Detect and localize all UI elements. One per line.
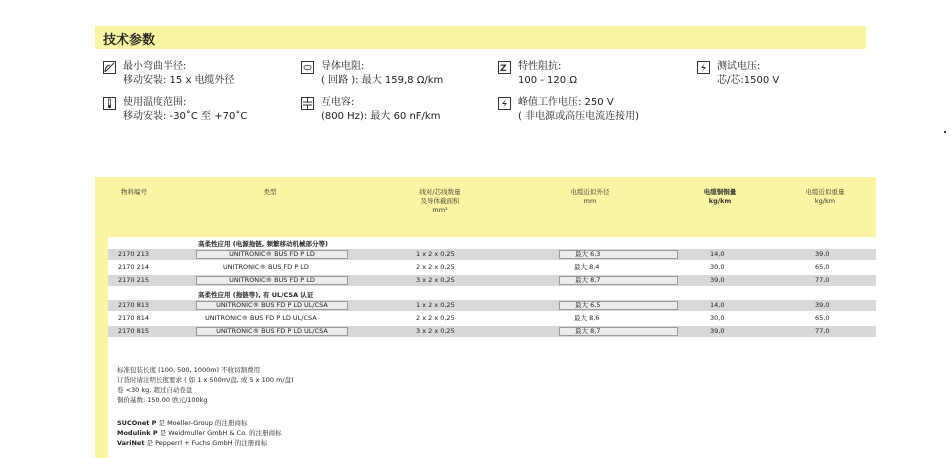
header-weight: 电缆近似重量 kg/km [805,188,845,205]
trademark-line: Modulink P 是 Weidmuller GmbH & Co. 的注册商标 [117,429,282,437]
note-order: 订货时请注明长度要求 ( 如 1 x 500m/盘, 或 5 x 100 m/盘) [117,376,294,384]
section-title: 技术参数 [103,33,156,48]
table-row: 2170 213 UNITRONIC® BUS FD P LD 1 x 2 x 0,25 最大 6,3 14,0 39,0 [108,249,876,260]
section-header [95,26,866,49]
table-header [95,177,876,237]
test-voltage-icon [697,61,710,74]
trademark-line: SUCOnet P 是 Moeller-Group 的注册商标 [117,419,248,427]
resistance-icon [301,61,314,74]
table-row: 2170 214 UNITRONIC® BUS FD P LD 2 x 2 x 0,25 最大 8,4 30,0 65,0 [118,263,830,271]
header-part-no: 物料编号 [121,188,147,196]
header-copper: 电缆铜铜量 kg/km [703,188,737,205]
note-reel: 卷 <30 kg, 超过自动卷盘 [117,386,193,394]
bend-radius-icon [103,61,116,74]
left-strip [95,237,108,458]
header-od: 电缆近似外径 mm [570,188,610,205]
note-copper-base: 铜价基数: 150.00 欧元/100kg [117,396,208,404]
peak-voltage-icon [498,97,511,110]
table-row: 2170 815 UNITRONIC® BUS FD P LD UL/CSA 3 x 2 x 0,25 最大 8,7 39,0 77,0 [108,326,876,337]
temperature-icon [103,97,116,110]
note-packaging: 标准包装长度 (100, 500, 1000m) 不收切割费用 [117,366,261,374]
group-title: 高柔性应用 (拖链等), 有 UL/CSA 认证 [198,291,314,299]
header-type: 类型 [263,188,277,196]
group-title: 高柔性应用 (电源拖链, 频繁移动机械部分等) [198,240,328,248]
table-row: 2170 813 UNITRONIC® BUS FD P LD UL/CSA 1 x 2 x 0,25 最大 6,5 14,0 39,0 [108,300,876,311]
stray-mark [944,131,946,133]
impedance-icon [498,61,511,74]
svg-text:Z: Z [500,64,507,73]
header-pairs: 线对/芯线数量 及导体截面积 mm² [419,188,461,214]
table-row: 2170 814 UNITRONIC® BUS FD P LD UL/CSA 2 x 2 x 0,25 最大 8,6 30,0 65,0 [118,314,830,322]
capacitance-icon [301,97,314,110]
trademark-line: VariNet 是 Pepperrl + Fuchs GmbH 的注册商标 [117,439,268,447]
table-row: 2170 215 UNITRONIC® BUS FD P LD 3 x 2 x 0,25 最大 8,7 39,0 77,0 [108,275,876,286]
